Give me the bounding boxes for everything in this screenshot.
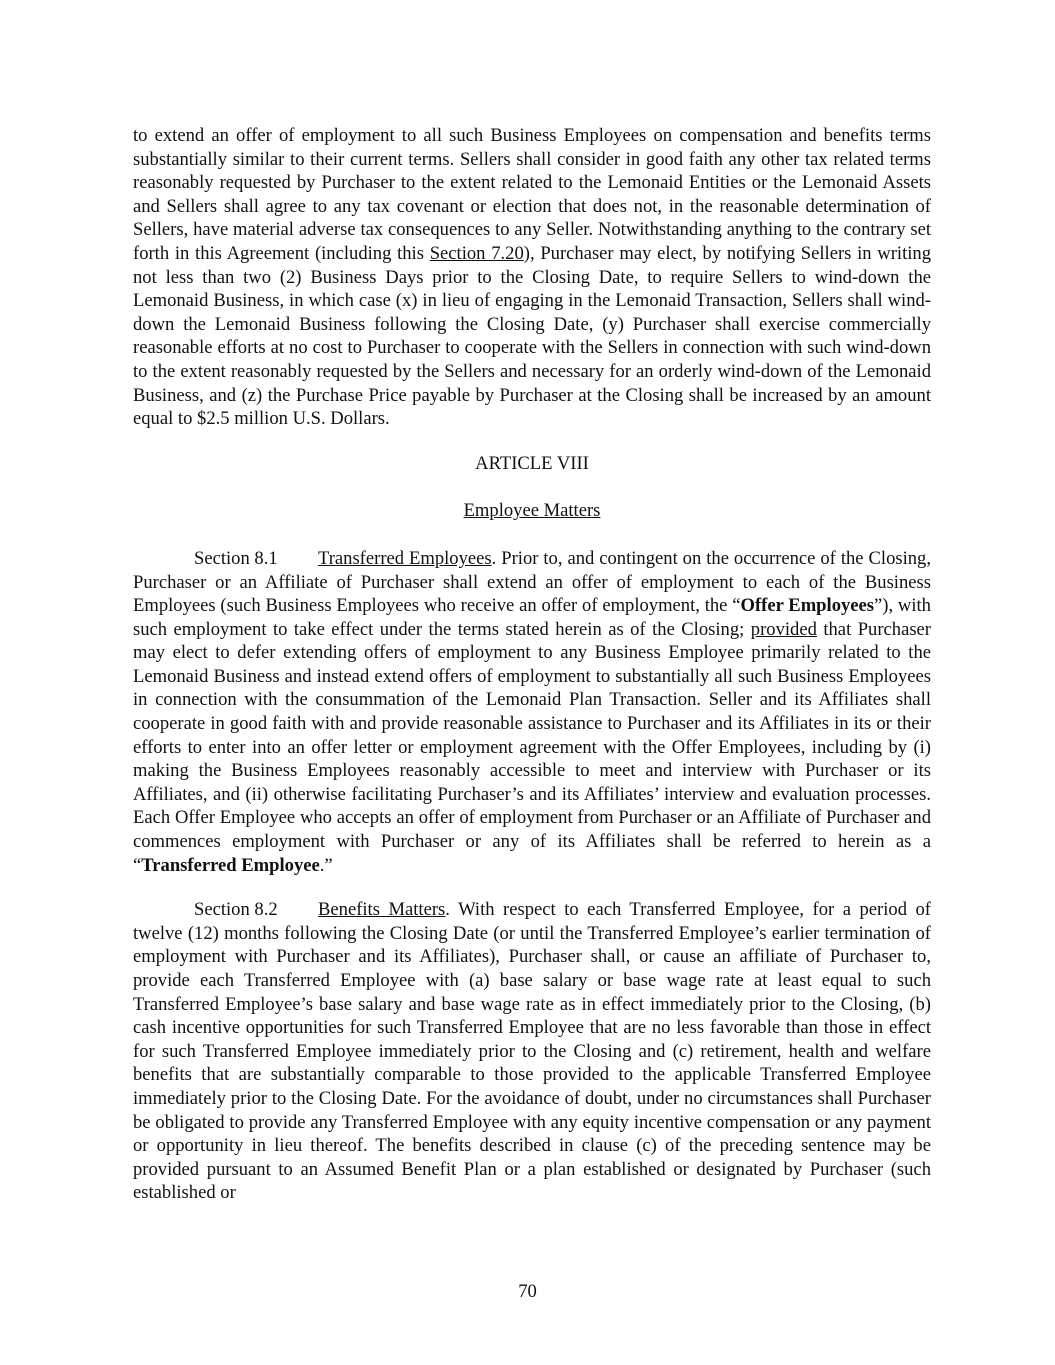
section-number: Section 8.2 (194, 899, 278, 921)
article-title-text: Employee Matters (463, 500, 601, 522)
section-number: Section 8.1 (194, 547, 278, 569)
section-title: Transferred Employees (318, 547, 492, 569)
defined-term: Transferred Employee (141, 854, 320, 876)
article-title (133, 499, 931, 523)
paragraph-text: to extend an offer of employment to all such Business Employees on compensation and benefits terms substantially similar to their current terms. Sellers shall consider in good faith any other tax related terms reasonably requested by Purchaser to the extent related to the Lemonaid Entities or the Lemonaid Assets and Sellers shall agree to any tax covenant or election that does not, in the reasonable determination of Sellers, have material adverse tax consequences to any Seller. Notwithstanding anything to the contrary set forth in this Agreement (including this (133, 125, 931, 264)
defined-term: Offer Employees (740, 595, 875, 617)
page-number: 70 (518, 1281, 537, 1302)
proviso-term: provided (750, 618, 817, 640)
paragraph-text: ”), with such employment to take effect under the terms stated herein as of the Closing; (133, 595, 931, 640)
paragraph-text: . With respect to each Transferred Employee, for a period of twelve (12) months following the Closing Date (or until the Transferred Employee’s earlier termination of employment with Purchaser and its Affiliates), Purchaser shall, or cause an affiliate of Purchaser to, provide each Transferred Employee with (a) base salary or base wage rate at least equal to such Transferred Employee’s base salary and base wage rate as in effect immediately prior to the Closing, (b) cash incentive opportunities for such Transferred Employee that are no less favorable than those in effect for such Transferred Employee immediately prior to the Closing and (c) retirement, health and welfare benefits that are substantially comparable to those provided to the applicable Transferred Employee immediately prior to the Closing Date. For the avoidance of doubt, under no circumstances shall Purchaser be obligated to provide any Transferred Employee with any equity incentive compensation or any payment or opportunity in lieu thereof. The benefits described in clause (c) of the preceding sentence may be provided pursuant to an Assumed Benefit Plan or a plan established or designated by Purchaser (such established or (133, 899, 931, 1204)
section-reference-link[interactable]: Section 7.20 (429, 242, 524, 264)
section-8-2-paragraph (133, 898, 931, 1205)
document-page (133, 124, 931, 1205)
article-number: ARTICLE VIII (475, 452, 589, 474)
paragraph-text: . Prior to, and contingent on the occurrence of the Closing, Purchaser or an Affiliate of Purchaser shall extend an offer of employment to each of the Business Employees (such Business Employees who receive an offer of employment, the “ (133, 547, 932, 617)
continued-paragraph (133, 124, 931, 431)
section-title: Benefits Matters (318, 899, 446, 921)
paragraph-text: ), Purchaser may elect, by notifying Sellers in writing not less than two (2) Business Days prior to the Closing Date, to require Sellers to wind-down the Lemonaid Business, in which case (x) in lieu of engaging in the Lemonaid Transaction, Sellers shall wind-down the Lemonaid Business following the Closing Date, (y) Purchaser shall exercise commercially reasonable efforts at no cost to Purchaser to cooperate with the Sellers in connection with such wind-down to the extent reasonably requested by the Sellers and necessary for an orderly wind-down of the Lemonaid Business, and (z) the Purchase Price payable by Purchaser at the Closing shall be increased by an amount equal to $2.5 million U.S. Dollars. (133, 242, 932, 430)
paragraph-text: that Purchaser may elect to defer extending offers of employment to any Business Employee primarily related to the Lemonaid Business and instead extend offers of employment to substantially all such Business Employees in connection with the consummation of the Lemonaid Plan Transaction. Seller and its Affiliates shall cooperate in good faith with and provide reasonable assistance to Purchaser and its Affiliates in its or their efforts to enter into an offer letter or employment agreement with the Offer Employees, including by (i) making the Business Employees reasonably accessible to meet and interview with Purchaser or its Affiliates, and (ii) otherwise facilitating Purchaser’s and its Affiliates’ interview and evaluation processes. Each Offer Employee who accepts an offer of employment from Purchaser or an Affiliate of Purchaser and commences employment with Purchaser or any of its Affiliates shall be referred to herein as a “ (133, 618, 932, 876)
paragraph-text: .” (319, 854, 333, 876)
section-8-1-paragraph (133, 547, 931, 877)
